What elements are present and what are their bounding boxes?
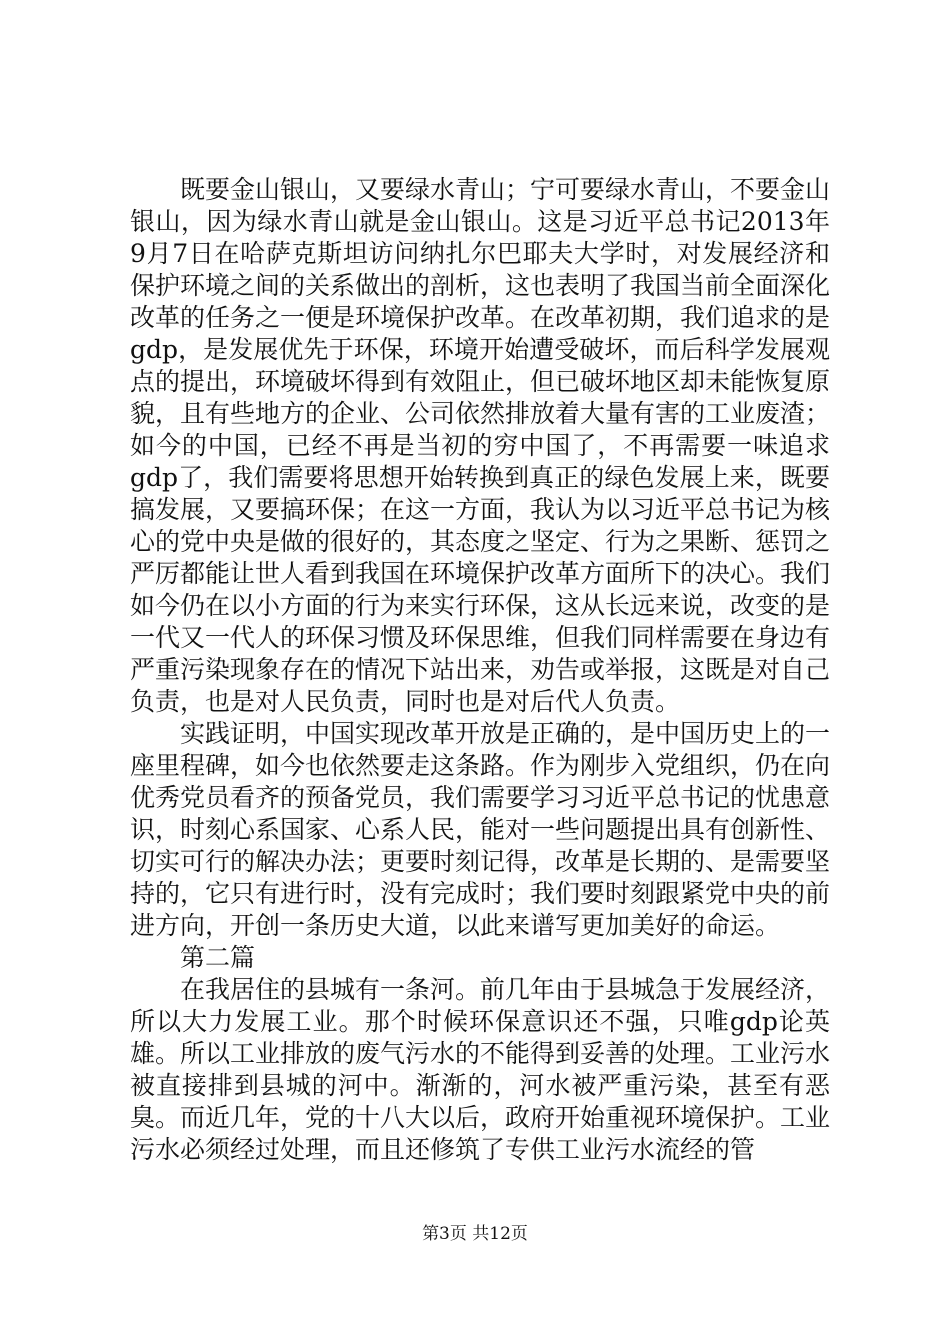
page-footer [0, 1223, 950, 1245]
paragraph-3: 在我居住的县城有一条河。前几年由于县城急于发展经济，所以大力发展工业。那个时候环保意识还不强，只唯gdp论英雄。所以工业排放的废气污水的不能得到妥善的处理。工业污水被直接排到县城的河中。渐渐的，河水被严重污染，甚至有恶臭。而近几年，党的十八大以后，政府开始重视环境保护。工业污水必须经过处理，而且还修筑了专供工业污水流经的管 [130, 975, 831, 1164]
document-body [130, 174, 830, 1166]
section-heading: 第二篇 [180, 943, 256, 972]
page-number-label: 第3页 共12页 [422, 1224, 528, 1244]
paragraph-1: 既要金山银山，又要绿水青山；宁可要绿水青山，不要金山银山，因为绿水青山就是金山银山。这是习近平总书记2013年9月7日在哈萨克斯坦访问纳扎尔巴耶夫大学时，对发展经济和保护环境之间的关系做出的剖析，这也表明了我国当前全面深化改革的任务之一便是环境保护改革。在改革初期，我们追求的是gdp，是发展优先于环保，环境开始遭受破坏，而后科学发展观点的提出，环境破坏得到有效阻止，但已破坏地区却未能恢复原貌，且有些地方的企业、公司依然排放着大量有害的工业废渣；如今的中国，已经不再是当初的穷中国了，不再需要一味追求gdp了，我们需要将思想开始转换到真正的绿色发展上来，既要搞发展，又要搞环保；在这一方面，我认为以习近平总书记为核心的党中央是做的很好的，其态度之坚定、行为之果断、惩罚之严厉都能让世人看到我国在环境保护改革方面所下的决心。我们如今仍在以小方面的行为来实行环保，这从长远来说，改变的是一代又一代人的环保习惯及环保思维，但我们同样需要在身边有严重污染现象存在的情况下站出来，劝告或举报，这既是对自己负责，也是对人民负责，同时也是对后代人负责。 [130, 175, 831, 716]
paragraph-2: 实践证明，中国实现改革开放是正确的，是中国历史上的一座里程碑，如今也依然要走这条路。作为刚步入党组织，仍在向优秀党员看齐的预备党员，我们需要学习习近平总书记的忧患意识，时刻心系国家、心系人民，能对一些问题提出具有创新性、切实可行的解决办法；更要时刻记得，改革是长期的、是需要坚持的，它只有进行时，没有完成时；我们要时刻跟紧党中央的前进方向，开创一条历史大道，以此来谱写更加美好的命运。 [130, 719, 831, 940]
